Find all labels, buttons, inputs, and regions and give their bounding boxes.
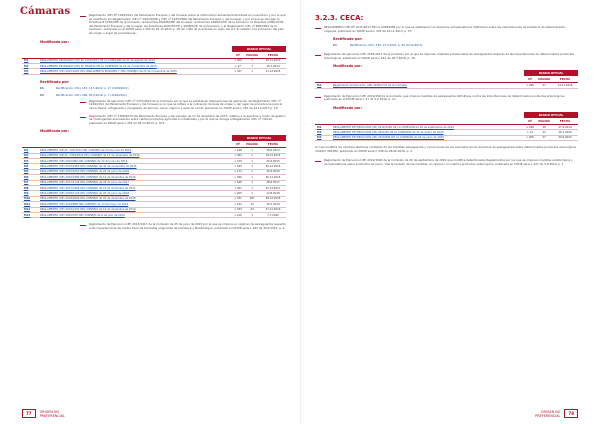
- left-modified-label-1: Modificado por:: [40, 39, 70, 44]
- cell-id[interactable]: M9: [22, 191, 38, 196]
- cell-desc[interactable]: REGLAMENTO DELEGADO (UE) Nº 1155/2013 DE LA COMISIÓN de 21 de agosto de 2013: [38, 58, 232, 63]
- right-bullet-4: Reglamento de Ejecución (UE) 2019/1590 de la Comisión de 26 de septiembre de 2019 que modifica determinados Reglamentos por los que se imponen medidas antidumping o compensatorias sobre productos de acero, tras la revisión de las medidas, en relación con ciertos productos siderúrgicos, publicado en DOUE serie L 227 de 3.9.2019, p. 1.: [324, 158, 573, 166]
- cell-p: 13: [244, 202, 260, 207]
- cell-n: L 159: [232, 159, 244, 164]
- cell-id[interactable]: M1: [315, 83, 331, 88]
- cell-n: L 363: [232, 153, 244, 158]
- cell-desc[interactable]: REGLAMENTO DE EJECUCIÓN (UE) 2019/1590 DE LA COMISIÓN de 26 de septiembre de 2019: [331, 124, 524, 129]
- cell-n: L 27: [232, 63, 244, 68]
- cell-desc[interactable]: REGLAMENTO (UE) 2018/2069 DEL CONSEJO de 20 de diciembre de 2018: [38, 196, 232, 201]
- cell-desc[interactable]: REGLAMENTO (UE) 2019/2197 DEL CONSEJO de 19 de diciembre de 2019: [38, 207, 232, 212]
- cell-f: 30.6.2020: [552, 135, 578, 140]
- cell-id[interactable]: M8: [22, 186, 38, 191]
- cell-desc[interactable]: REGLAMENTO (UE) 2016/1052 DEL CONSEJO de 24 de junio de 2016: [38, 169, 232, 174]
- cell-n: L 198: [232, 148, 244, 153]
- table-row[interactable]: [22, 69, 286, 74]
- cell-f: 30.12.2017: [260, 186, 286, 191]
- cell-desc[interactable]: REGLAMENTO (UE) 2015/982 DEL CONSEJO de 22 de junio de 2015: [38, 159, 232, 164]
- left-rectified-label: Rectificado por:: [40, 79, 70, 84]
- table-row[interactable]: [315, 135, 578, 140]
- cell-desc[interactable]: Reglamento de Ejecución (UE) 2018/1772 de la Comisión: [331, 83, 524, 88]
- cell-n: L 12: [524, 130, 536, 135]
- cell-f: 11.12.2015: [260, 69, 286, 74]
- right-modified-label-1: Modificado por:: [333, 64, 363, 69]
- cell-p: 57: [536, 83, 552, 88]
- cell-p: 28: [536, 124, 552, 129]
- right-page: [300, 0, 600, 424]
- camaras-logo: Cámaras: [20, 6, 71, 17]
- table-row[interactable]: [315, 83, 578, 88]
- cell-n: L 173: [232, 169, 244, 174]
- left-table-1: DIARIO OFICIAL Nº PÁGINA FECHA M1 REGLAMENTO DELEGADO (UE) Nº 1155/2013 DE LA COMISIÓN de 21 de agosto de 2013 L 306 7 16.11.2013 M2 REGLAMENTO DELEGADO (UE) Nº 78/2014 DE LA COMISIÓN de 22 de noviembre de 2013 L 27 7 30.1.2014 M3 REGLAMENTO (UE) 2015/2283 DEL PARLAMENTO EUROPEO Y DEL CONSEJO de 25 de noviembre de 2015 L 327 1 11.12.2015: [22, 46, 286, 75]
- left-rectifications: [22, 86, 286, 97]
- cell-id[interactable]: M6: [22, 175, 38, 180]
- footer-label-2: PREFERENCIAL: [39, 413, 65, 418]
- page-number: 77: [22, 409, 36, 418]
- cell-id[interactable]: M11: [22, 202, 38, 207]
- cell-n: L 351: [232, 186, 244, 191]
- right-bullet-3: Reglamento de Ejecución (UE) 2019/159 de la Comisión que impone medidas de salvaguardia definitivas contra las importaciones de determinados productos siderúrgicos, publicado en el DOUE serie L 31 de 1.2.2019, p. 27.: [324, 93, 565, 102]
- rectification-item[interactable]: C1 Rectificación, DO L 167, 13.5.2012, p. 17 (1169/2011): [40, 85, 129, 90]
- cell-p: 1: [244, 164, 260, 169]
- cell-p: 1: [244, 148, 260, 153]
- diario-header: DIARIO OFICIAL: [232, 46, 286, 52]
- cell-n: L 360: [232, 175, 244, 180]
- cell-id[interactable]: M2: [22, 153, 38, 158]
- cell-f: 14.11.2018: [552, 83, 578, 88]
- left-bullet-4: Reglamento de Ejecución (UE) 2015/1017 de la Comisión de 25 de junio de 2015 por el que se impone un régimen de salvaguardia respecto a las importaciones de ciertos tipos de bicicletas originarias de Camboya y Mozambique, publicado en DOUE serie L 163 de 30.6.2015, p. 2.: [89, 222, 286, 230]
- cell-p: 1: [244, 159, 260, 164]
- left-intro-text: Reglamento (UE) Nº 1169/2011 del Parlamento Europeo y del Consejo sobre la información alimentaria facilitada al consumidor y por el que se modifican los Reglamentos (CE) nº 1924/2006 y (CE) nº 1925/2006 del Parlamento Europeo y del Consejo, y por el que se derogan la Directiva 87/250/CEE de la Comisión, la Directiva 90/496/CEE del Consejo, la Directiva 1999/10/CE de la Comisión, la Directiva 2000/13/CE del Parlamento Europeo y del Consejo, las Directivas 2002/67/CE y 2008/5/CE de la Comisión, y el Reglamento (CE) nº 608/2004 de la Comisión, publicado en el DOUE serie L 304 de 22.11.2011 p. 18 (en vista de la entrada en vigor del art. 9) relativo a la indicación del país de origen o lugar de procedencia...: [89, 13, 286, 35]
- cell-f: 14.8.2018: [260, 191, 286, 196]
- cell-n: L 345: [232, 164, 244, 169]
- bullet-dash-icon: [80, 16, 86, 17]
- cell-id[interactable]: M1: [22, 58, 38, 63]
- left-intro-block: [22, 14, 286, 36]
- right-table-1: DIARIO OFICIAL Nº PÁGINA FECHA M1 Reglamento de Ejecución (UE) 2018/1772 de la Comisión L 286 57 14.11.2018: [315, 70, 578, 88]
- table-row[interactable]: [22, 212, 286, 217]
- left-bullets-block: [22, 100, 286, 126]
- cell-f: 27.9.2019: [552, 124, 578, 129]
- cell-n: L 205: [232, 191, 244, 196]
- cell-id[interactable]: M12: [22, 207, 38, 212]
- cell-f: 7.7.2020: [260, 212, 286, 217]
- bullet-dash-icon: [315, 161, 321, 162]
- cell-id[interactable]: M3: [315, 135, 331, 140]
- right-table-2-body: [315, 124, 578, 140]
- cell-n: L 144: [232, 202, 244, 207]
- cell-f: 18.12.2014: [260, 153, 286, 158]
- right-footer: [535, 409, 578, 418]
- bullet-dash-icon: [80, 102, 86, 103]
- right-paragraph: Al cual modifica los cambios efectivos confiados de las medidas salvaguardia y correcciones de los mercados de los derechos de salvaguardia sobre determinados productos siderúrgicos (2019/C 345/08), publicado en DOUE serie C 248 de 28.06.2019, p. 3.: [315, 145, 577, 153]
- bullet-dash-icon: [315, 28, 321, 29]
- cell-desc[interactable]: REGLAMENTO DE EJECUCIÓN (UE) 2020/894 DE LA COMISIÓN de 29 de junio de 2020: [331, 135, 524, 140]
- left-bullet-2: Reglamento de ejecución (UE) nº 1337/2013 de la Comisión por el que se establecen disposiciones de aplicación del Reglamento (UE) nº 1169/2011 del Parlamento Europeo y del Consejo en lo que se refiere a la indicación del país de origen o del lugar de procedencia para la carne fresca, refrigerada o congelada, de porcino, ovino, caprino y aves de corral, publicado en DOUE serie L 335 de 14.12.2013 p. 19.: [89, 98, 283, 110]
- right-rectified-label: Rectificado por:: [333, 37, 363, 42]
- cell-f: 16.1.2020: [552, 130, 578, 135]
- section-title: 3.2.3. CECA:: [315, 14, 364, 22]
- bullet-dash-icon: [80, 225, 86, 226]
- right-table-1-body: [315, 83, 578, 88]
- cell-n: L 166: [232, 180, 244, 185]
- cell-f: 25.6.2015: [260, 159, 286, 164]
- cell-p: 1: [244, 69, 260, 74]
- right-bullet-2: Reglamento de ejecución (UE) 2018/1013 de la Comisión por el que se imponen medidas provisionales de salvaguardia respecto de las importaciones de determinados productos siderúrgicos, publicado en DOUE serie L 181 de 18.7.2018, p. 39.: [324, 52, 575, 60]
- right-table-2: DIARIO OFICIAL Nº PÁGINA FECHA M1 REGLAMENTO DE EJECUCIÓN (UE) 2019/1590 DE LA COMISIÓN de 26 de septiembre de 2019 L 248 28 27.9.2019 M2 REGLAMENTO DE EJECUCIÓN (UE) 2020/35 DE LA COMISIÓN de 15 de enero de 2020 L 12 11 16.1.2020 M3 REGLAMENTO DE EJECUCIÓN (UE) 2020/894 DE LA COMISIÓN de 29 de junio de 2020 L 206 27 30.6.2020: [315, 112, 578, 141]
- rectification-item[interactable]: C2 Rectificación, DO L 266, 30.9.2016, p. 7 (1169/2011): [40, 92, 127, 97]
- left-modified-label-2: Modificado por:: [40, 129, 70, 134]
- cell-desc[interactable]: REGLAMENTO (UE) 2019/898 DEL CONSEJO de 13 de mayo de 2019: [38, 202, 232, 207]
- cell-n: L 248: [524, 124, 536, 129]
- cell-desc[interactable]: REGLAMENTO (UE) 2018/1129 DEL CONSEJO de 25 de junio de 2018: [38, 191, 232, 196]
- cell-n: L 331: [232, 196, 244, 201]
- cell-desc[interactable]: REGLAMENTO (UE) Nº 725/2014 DEL CONSEJO de 24 de junio de 2014: [38, 148, 232, 153]
- cell-p: 1: [244, 153, 260, 158]
- cell-f: 28.6.2014: [260, 148, 286, 153]
- left-bullet-4-block: [22, 223, 286, 230]
- cell-id[interactable]: M3: [22, 69, 38, 74]
- right-rect-1[interactable]: C1 Rectificación, DO L 159, 27.5.2021, p. 59 (1011/2013): [333, 43, 423, 48]
- cell-id[interactable]: M2: [22, 63, 38, 68]
- cell-p: 11: [536, 130, 552, 135]
- cell-id[interactable]: M3: [22, 159, 38, 164]
- cell-id[interactable]: M4: [22, 164, 38, 169]
- cell-desc[interactable]: REGLAMENTO (UE) 2017/1144 DEL CONSEJO de 26 de junio de 2017: [38, 180, 232, 185]
- footer-label-1: ORIGEN NO: [39, 409, 60, 414]
- cell-p: 1: [244, 212, 260, 217]
- cell-p: 27: [536, 135, 552, 140]
- cell-id[interactable]: M5: [22, 169, 38, 174]
- cell-desc[interactable]: REGLAMENTO (UE) 2016/2389 DEL CONSEJO de 19 de diciembre de 2016: [38, 175, 232, 180]
- cell-n: L 333: [232, 207, 244, 212]
- cell-n: L 327: [232, 69, 244, 74]
- cell-f: 16.11.2013: [260, 58, 286, 63]
- cell-desc[interactable]: REGLAMENTO (UE) 2020/970 DEL CONSEJO de 6 de julio de 2020: [38, 212, 232, 217]
- left-table-2-body: [22, 148, 286, 218]
- cell-n: L 216: [232, 212, 244, 217]
- cell-desc[interactable]: REGLAMENTO (UE) 2017/2466 DEL CONSEJO de 18 de diciembre de 2017: [38, 186, 232, 191]
- cell-desc[interactable]: REGLAMENTO DE EJECUCIÓN (UE) 2020/35 DE LA COMISIÓN de 15 de enero de 2020: [331, 130, 524, 135]
- cell-desc[interactable]: REGLAMENTO (UE) 2015/2283 DEL PARLAMENTO EUROPEO Y DEL CONSEJO de 25 de noviembre de 2015: [38, 69, 232, 74]
- cell-n: L 206: [524, 135, 536, 140]
- cell-p: 1: [244, 186, 260, 191]
- cell-p: 1: [244, 191, 260, 196]
- cell-id[interactable]: M13: [22, 212, 38, 217]
- cell-f: 30.12.2016: [260, 175, 286, 180]
- cell-f: 28.6.2017: [260, 180, 286, 185]
- left-footer: [22, 409, 65, 418]
- cell-p: 7: [244, 63, 260, 68]
- cell-p: 34: [244, 207, 260, 212]
- cell-n: L 306: [232, 58, 244, 63]
- cell-f: 28.12.2018: [260, 196, 286, 201]
- cell-desc[interactable]: REGLAMENTO (UE) 2015/2265 DEL CONSEJO de 30 de noviembre de 2015: [38, 164, 232, 169]
- cell-n: L 286: [524, 83, 536, 88]
- cell-id[interactable]: M2: [315, 130, 331, 135]
- cell-id[interactable]: M10: [22, 196, 38, 201]
- footer-label-1: ORIGEN NO: [540, 409, 561, 414]
- cell-id[interactable]: M1: [315, 124, 331, 129]
- left-table-2: DIARIO OFICIAL Nº PÁGINA FECHA M1 REGLAMENTO (UE) Nº 725/2014 DEL CONSEJO de 24 de junio de 2014 L 198 1 28.6.2014 M2 REGLAMENTO (UE) Nº 1344/2014 DEL CONSEJO de 15 de diciembre de 2014 L 363 1 18.12.2014 M3 REGLAMENTO (UE) 2015/982 DEL CONSEJO de 22 de junio de 2015 L 159 1 25.6.2015 M4 REGLAMENTO (UE) 2015/2265 DEL CONSEJO de 30 de noviembre de 2015 L 345 1 30.12.2015 M5 REGLAMENTO (UE) 2016/1052 DEL CONSEJO de 24 de junio de 2016 L 173 1 30.6.2016 M6 REGLAMENTO (UE) 2016/2389 DEL CONSEJO de 19 de diciembre de 2016 L 360 1 30.12.2016 M7 REGLAMENTO (UE) 2017/1144 DEL CONSEJO de 26 de junio de 2017 L 166 1 28.6.2017 M8 REGLAMENTO (UE) 2017/2466 DEL CONSEJO de 18 de diciembre de 2017 L 351 1 30.12.2017 M9 REGLAMENTO (UE) 2018/1129 DEL CONSEJO de 25 de junio de 2018 L 205 1 14.8.2018 M10 REGLAMENTO (UE) 2018/2069 DEL CONSEJO de 20 de diciembre de 2018 L 331 187 28.12.2018 M11 REGLAMENTO (UE) 2019/898 DEL CONSEJO de 13 de mayo de 2019 L 144 13 30.5.2019 M12 REGLAMENTO (UE) 2019/2197 DEL CONSEJO de 19 de diciembre de 2019 L 333 34 27.12.2019 M13 REGLAMENTO (UE) 2020/970 DEL CONSEJO de 6 de julio de 2020 L 216 1 7.7.2020: [22, 135, 286, 218]
- bullet-dash-icon: [315, 55, 321, 56]
- cell-f: 30.1.2014: [260, 63, 286, 68]
- cell-desc[interactable]: REGLAMENTO DELEGADO (UE) Nº 78/2014 DE LA COMISIÓN de 22 de noviembre de 2013: [38, 63, 232, 68]
- right-bullet-1: REGLAMENTO (UE) Nº 1031/2013 DE LA COMISIÓN por el que se establecen los derechos compensatorios definitivos sobre las importaciones de bioetanol de determinados orígenes, publicado en DOUE serie L 303 de 14.11.2013, p. 57.: [324, 25, 565, 33]
- cell-id[interactable]: M1: [22, 148, 38, 153]
- right-modified-label-2: Modificado por:: [333, 105, 363, 110]
- cell-f: 27.12.2019: [260, 207, 286, 212]
- cell-f: 30.5.2019: [260, 202, 286, 207]
- cell-id[interactable]: M7: [22, 180, 38, 185]
- footer-label-2: PREFERENCIAL: [535, 413, 561, 418]
- bullet-dash-icon: [315, 97, 321, 98]
- cell-f: 30.12.2015: [260, 164, 286, 169]
- cell-p: 1: [244, 169, 260, 174]
- cell-p: 1: [244, 180, 260, 185]
- cell-p: 1: [244, 175, 260, 180]
- cell-p: 7: [244, 58, 260, 63]
- cell-desc[interactable]: REGLAMENTO (UE) Nº 1344/2014 DEL CONSEJO de 15 de diciembre de 2014: [38, 153, 232, 158]
- cell-p: 187: [244, 196, 260, 201]
- page-number: 78: [564, 409, 578, 418]
- left-table-1-body: [22, 58, 286, 74]
- cell-f: 30.6.2016: [260, 169, 286, 174]
- left-bullet-3: Reglamento (UE) nº 1308/2013 del Parlamento Europeo y del Consejo de 17 de diciembre de 2013, relativo a la apertura y modo de gestión de contingentes arancelarios sobre ciertos productos agrícolas e industriales y por el que se deroga el Reglamento (UE) nº 7/2010, publicado en DOUE serie L 354 de 28.12.2013, p. 671.: [89, 113, 286, 125]
- bullet-dash-icon: [80, 117, 86, 118]
